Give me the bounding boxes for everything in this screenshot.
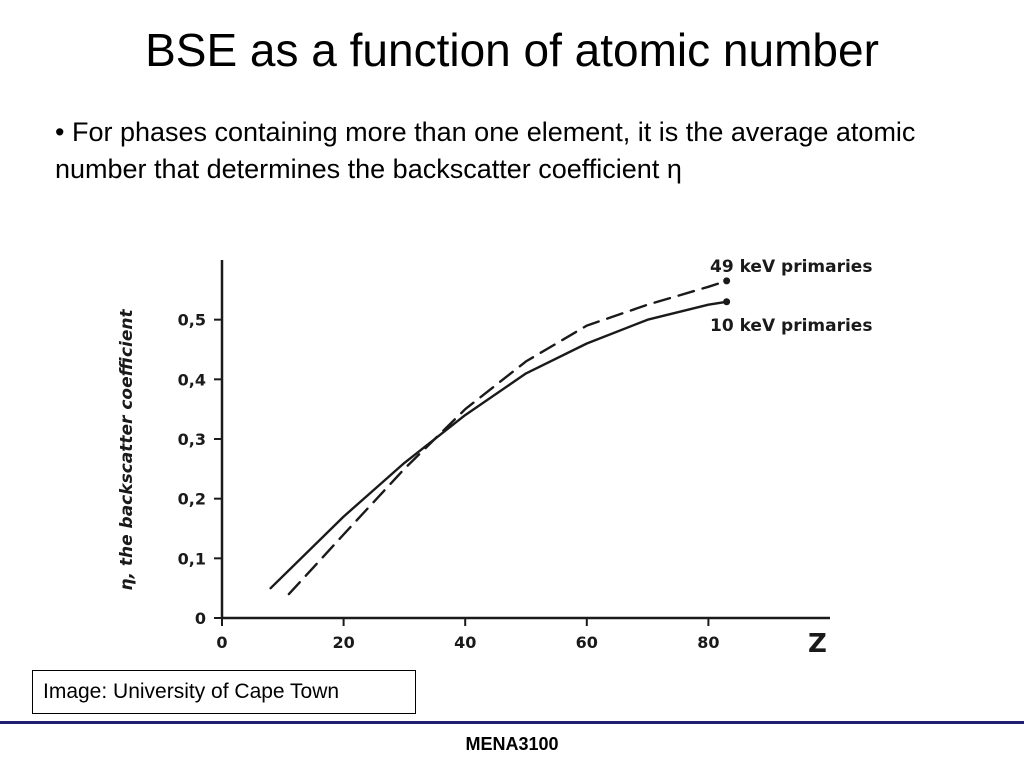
y-axis-label: η, the backscatter coefficient [117, 309, 137, 591]
y-tick-label: 0 [194, 609, 206, 628]
series-line-10kev [271, 302, 727, 588]
y-tick-label: 0,3 [177, 430, 206, 449]
bullet-text: • For phases containing more than one element, it is the average atomic number that determines the backscatter coefficient η [55, 117, 916, 184]
image-credit-box: Image: University of Cape Town [32, 670, 416, 714]
series-line-49kev [289, 281, 727, 594]
footer-rule [0, 721, 1024, 724]
x-tick-label: 60 [575, 633, 598, 652]
series-end-point-49kev [723, 277, 730, 284]
y-ticks [178, 311, 222, 628]
series [271, 277, 731, 594]
footer-course-code: MENA3100 [465, 734, 559, 754]
axes [222, 260, 830, 618]
series-end-point-10kev [723, 298, 730, 305]
x-tick-label: 20 [332, 633, 355, 652]
legend-label-10kev: 10 keV primaries [710, 316, 873, 336]
x-axis-label: Z [808, 629, 827, 659]
y-tick-label: 0,1 [177, 549, 206, 569]
x-tick-label: 80 [697, 633, 720, 652]
y-tick-label: 0,5 [177, 310, 206, 330]
x-ticks [216, 618, 719, 652]
x-tick-label: 0 [216, 633, 228, 652]
slide-title: BSE as a function of atomic number [145, 24, 879, 76]
legend-label-49kev: 49 keV primaries [710, 257, 873, 277]
y-tick-label: 0,2 [177, 489, 206, 509]
x-tick-label: 40 [454, 633, 477, 652]
backscatter-chart [90, 200, 910, 670]
y-tick-label: 0,4 [177, 370, 206, 390]
